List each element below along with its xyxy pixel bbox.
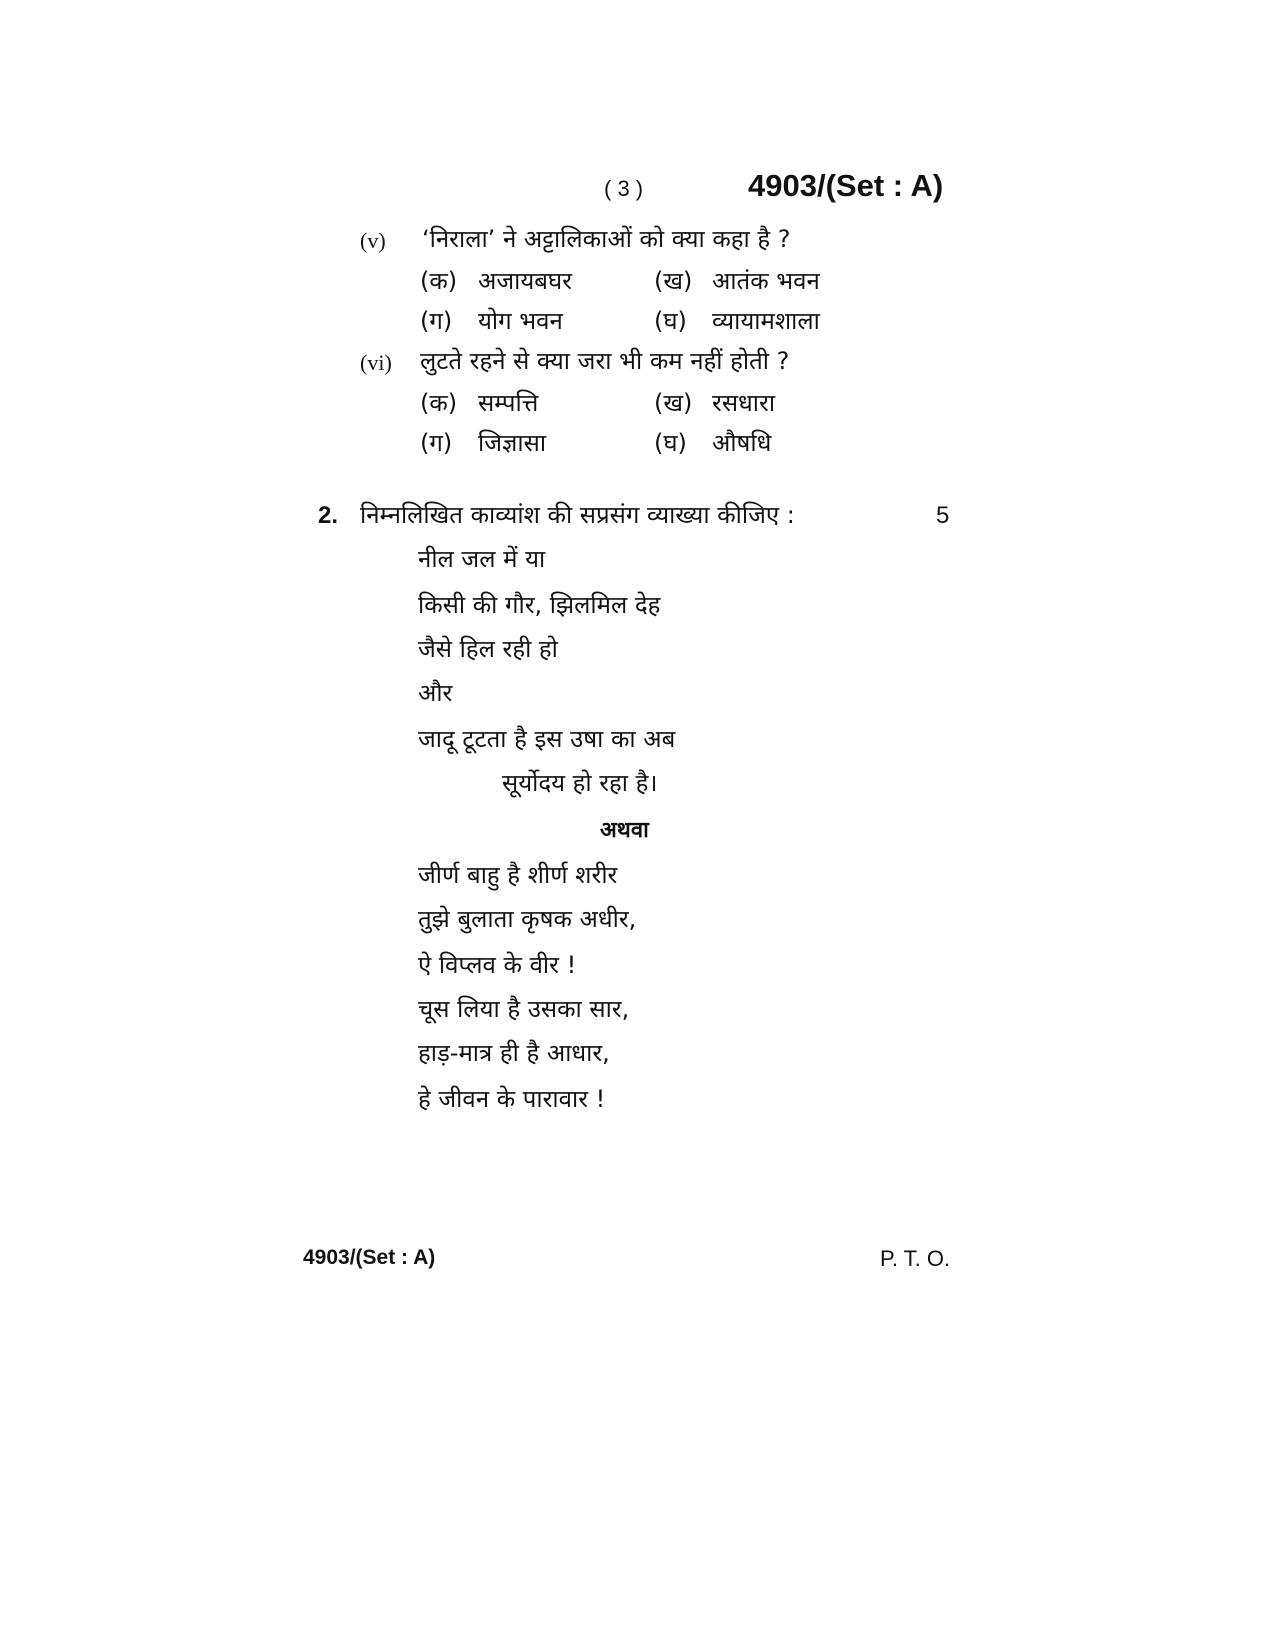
option-text: जिज्ञासा	[478, 429, 547, 457]
option-text: अजायबघर	[478, 267, 572, 295]
option-label: (ख)	[654, 389, 693, 417]
paper-code-header: 4903/(Set : A)	[748, 168, 944, 203]
question-number-v: (v)	[360, 228, 386, 253]
option-text: आतंक भवन	[712, 267, 820, 295]
or-label: अथवा	[600, 818, 649, 843]
marks: 5	[936, 502, 950, 529]
question-text-2: निम्नलिखित काव्यांश की सप्रसंग व्याख्या कीजिए :	[360, 501, 795, 529]
option-label: (क)	[420, 389, 458, 417]
option-label: (क)	[420, 267, 458, 295]
option-text: रसधारा	[712, 389, 776, 417]
poem-line: नील जल में या	[418, 545, 546, 573]
option-text: योग भवन	[478, 307, 563, 335]
paper-code-footer: 4903/(Set : A)	[303, 1246, 436, 1269]
option-label: (ग)	[420, 307, 453, 335]
option-label: (घ)	[654, 429, 687, 457]
question-number-vi: (vi)	[360, 350, 392, 375]
poem-line: तुझे बुलाता कृषक अधीर,	[418, 905, 637, 933]
poem-line: और	[418, 679, 453, 707]
option-text: औषधि	[712, 429, 772, 457]
question-text-v: ‘निराला’ ने अट्टालिकाओं को क्या कहा है ?	[422, 225, 791, 253]
poem-line: ऐ विप्लव के वीर !	[418, 951, 577, 979]
poem-line: किसी की गौर, झिलमिल देह	[418, 591, 661, 619]
poem-line: जैसे हिल रही हो	[418, 635, 558, 663]
question-number-2: 2.	[318, 502, 339, 529]
pto-label: P. T. O.	[880, 1246, 951, 1271]
poem-line: जादू टूटता है इस उषा का अब	[418, 725, 676, 753]
option-text: सम्पत्ति	[478, 389, 539, 417]
option-label: (घ)	[654, 307, 687, 335]
poem-line: चूस लिया है उसका सार,	[418, 995, 630, 1023]
question-text-vi: लुटते रहने से क्या जरा भी कम नहीं होती ?	[420, 347, 790, 375]
poem-line: जीर्ण बाहु है शीर्ण शरीर	[418, 861, 618, 889]
page-number: ( 3 )	[604, 176, 644, 201]
option-label: (ख)	[654, 267, 693, 295]
option-text: व्यायामशाला	[712, 307, 820, 335]
option-label: (ग)	[420, 429, 453, 457]
poem-line: सूर्योदय हो रहा है।	[502, 769, 658, 797]
poem-line: हे जीवन के पारावार !	[418, 1085, 606, 1113]
poem-line: हाड़-मात्र ही है आधार,	[418, 1039, 610, 1067]
